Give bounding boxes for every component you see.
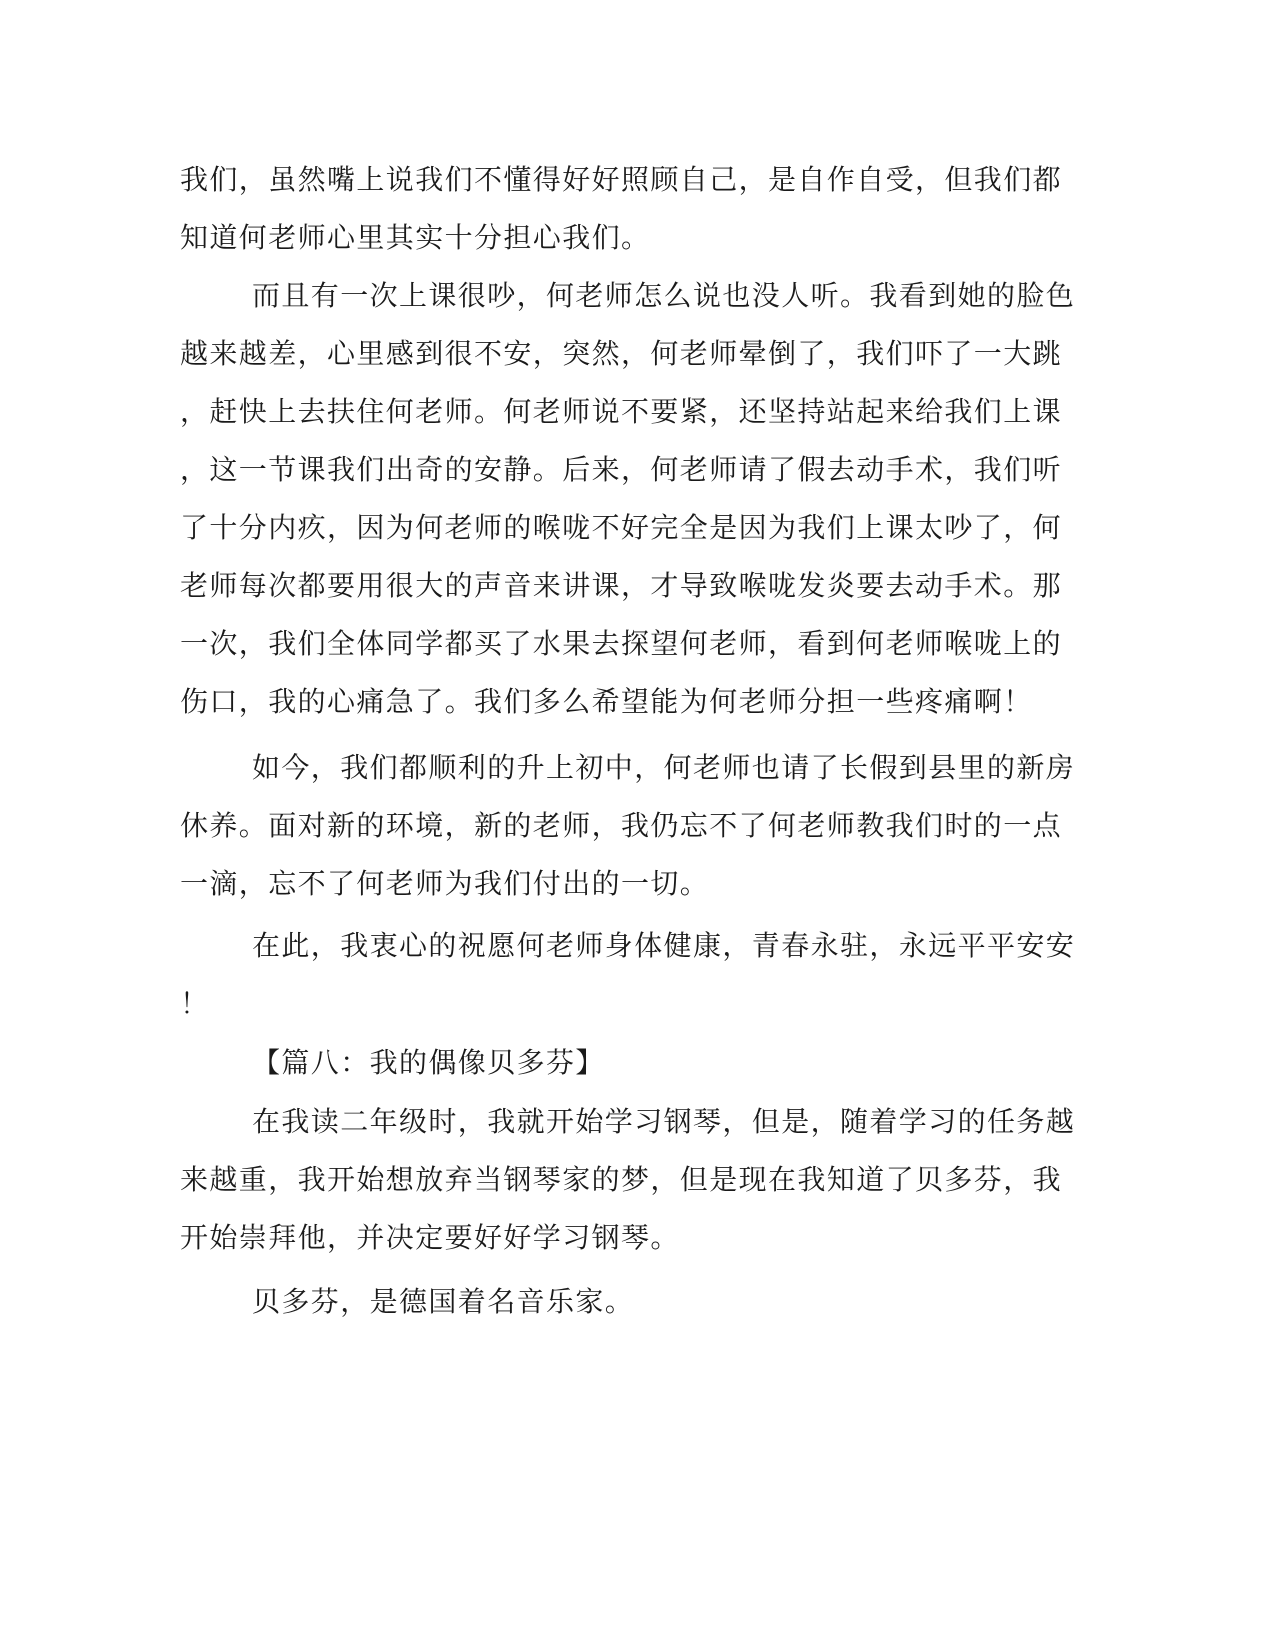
text-line: 休养。面对新的环境，新的老师，我仍忘不了何老师教我们时的一点	[180, 809, 1063, 842]
text-line: 我们，虽然嘴上说我们不懂得好好照顾自己，是自作自受，但我们都	[180, 163, 1063, 196]
text-line: 一滴，忘不了何老师为我们付出的一切。	[180, 867, 710, 900]
paragraph-start-line: 在此，我衷心的祝愿何老师身体健康，青春永驻，永远平平安安	[252, 929, 1076, 962]
text-line: 伤口，我的心痛急了。我们多么希望能为何老师分担一些疼痛啊！	[180, 685, 1033, 718]
section-heading: 【篇八：我的偶像贝多芬】	[252, 1046, 605, 1079]
paragraph-start-line: 在我读二年级时，我就开始学习钢琴，但是，随着学习的任务越	[252, 1105, 1076, 1138]
paragraph-start-line: 贝多芬，是德国着名音乐家。	[252, 1285, 635, 1318]
text-line: 一次，我们全体同学都买了水果去探望何老师，看到何老师喉咙上的	[180, 627, 1063, 660]
text-line: ，这一节课我们出奇的安静。后来，何老师请了假去动手术，我们听	[180, 453, 1063, 486]
text-line: 来越重，我开始想放弃当钢琴家的梦，但是现在我知道了贝多芬，我	[180, 1163, 1063, 1196]
text-line: 开始崇拜他，并决定要好好学习钢琴。	[180, 1221, 680, 1254]
text-line: ，赶快上去扶住何老师。何老师说不要紧，还坚持站起来给我们上课	[180, 395, 1063, 428]
text-line: 了十分内疚，因为何老师的喉咙不好完全是因为我们上课太吵了，何	[180, 511, 1063, 544]
text-line: 老师每次都要用很大的声音来讲课，才导致喉咙发炎要去动手术。那	[180, 569, 1063, 602]
paragraph-start-line: 而且有一次上课很吵，何老师怎么说也没人听。我看到她的脸色	[252, 279, 1076, 312]
text-line: 知道何老师心里其实十分担心我们。	[180, 221, 651, 254]
paragraph-start-line: 如今，我们都顺利的升上初中，何老师也请了长假到县里的新房	[252, 751, 1076, 784]
text-line: 越来越差，心里感到很不安，突然，何老师晕倒了，我们吓了一大跳	[180, 337, 1063, 370]
text-line: ！	[180, 987, 210, 1020]
